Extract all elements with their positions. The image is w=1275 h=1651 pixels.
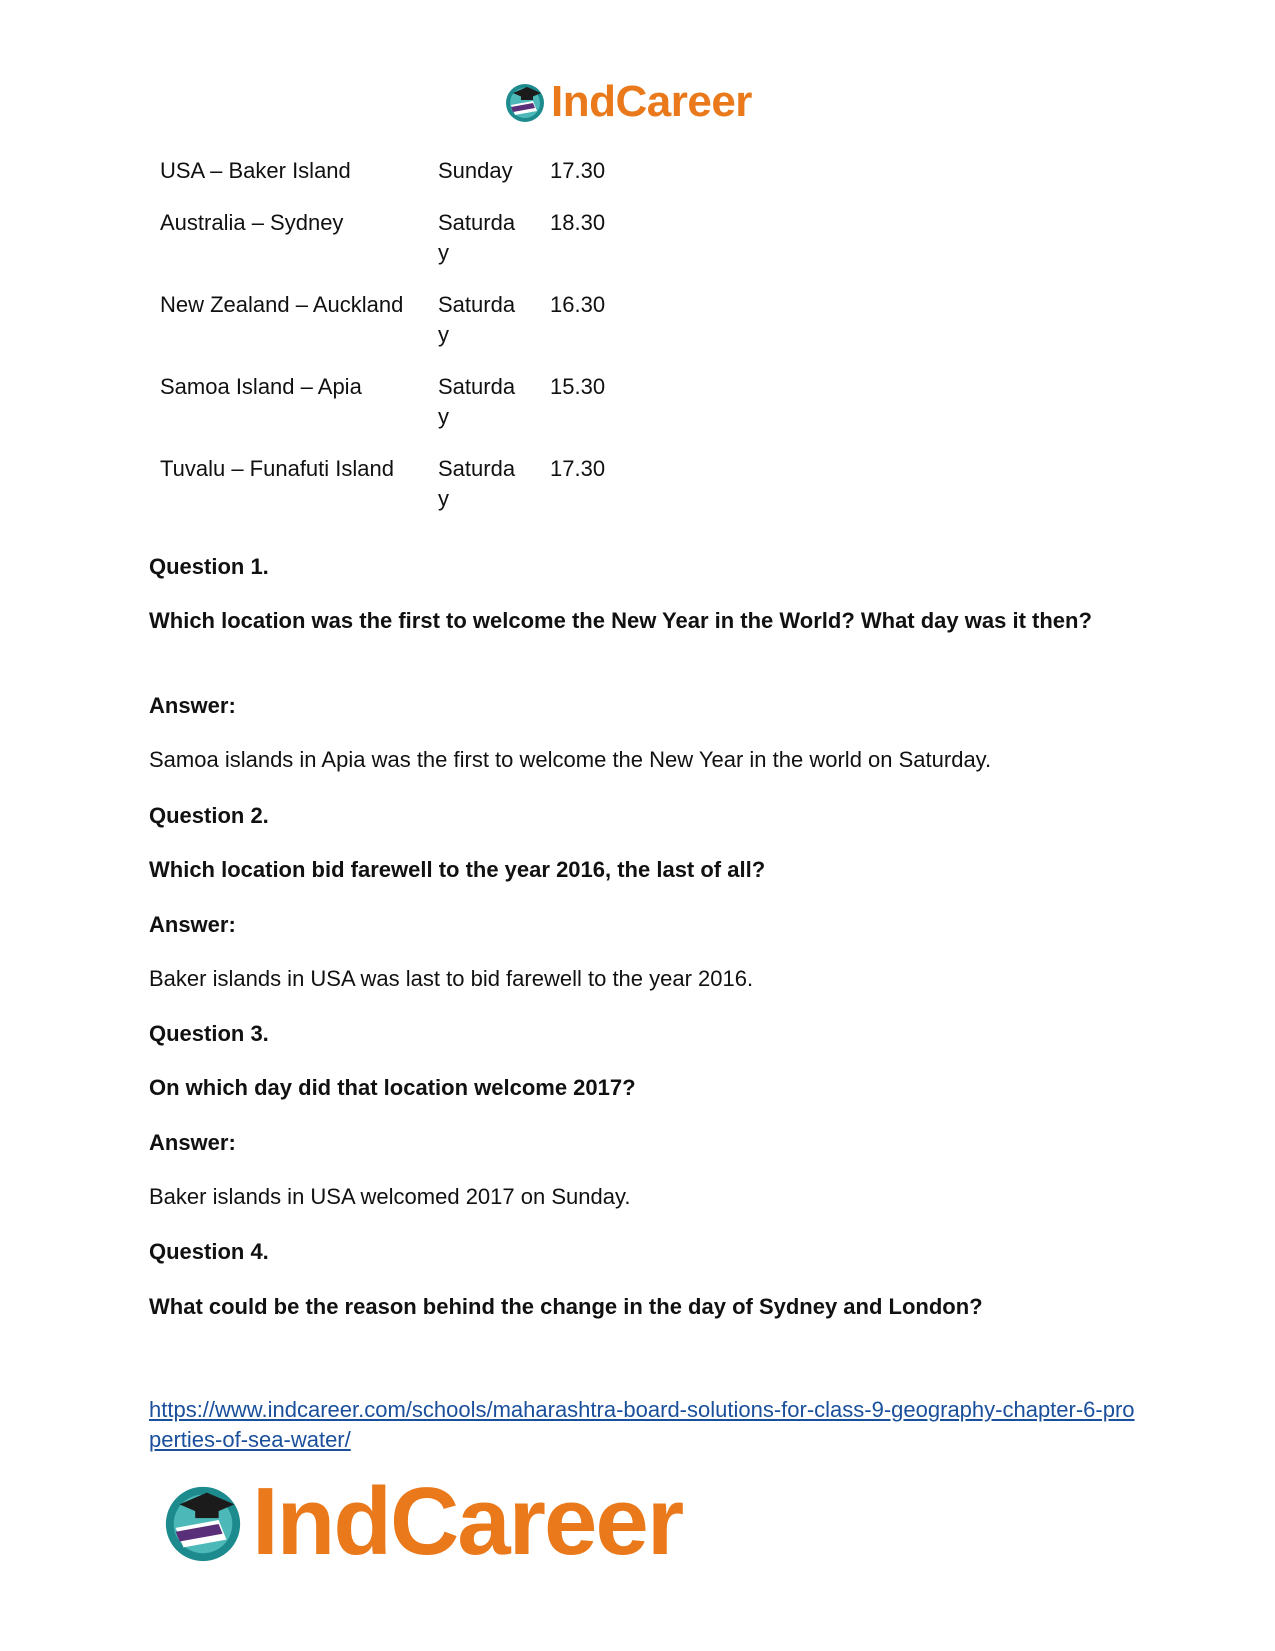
footer-logo (160, 1468, 683, 1575)
time-cell: 16.30 (550, 292, 606, 317)
question-label: Question 4. (149, 1239, 269, 1264)
answer-label: Answer: (149, 693, 236, 718)
answer-label: Answer: (149, 1130, 236, 1155)
location-cell: USA – Baker Island (160, 158, 351, 183)
logo-wordmark: IndCareer (551, 77, 752, 126)
answer-text: Samoa islands in Apia was the first to welcome the New Year in the world on Saturday. (149, 747, 992, 772)
question-text: Which location was the first to welcome the New Year in the World? What day was it then? (149, 608, 1092, 633)
question-label: Question 3. (149, 1021, 269, 1046)
day-cell: Sunday (438, 158, 513, 183)
location-cell: New Zealand – Auckland (160, 292, 404, 317)
day-cell: Saturday (438, 456, 516, 511)
time-cell: 17.30 (550, 456, 606, 481)
day-cell: Saturday (438, 210, 516, 265)
day-cell: Saturday (438, 374, 516, 429)
location-cell: Australia – Sydney (160, 210, 344, 235)
question-text: On which day did that location welcome 2017? (149, 1075, 636, 1100)
answer-label: Answer: (149, 912, 236, 937)
location-cell: Samoa Island – Apia (160, 374, 362, 399)
question-label: Question 1. (149, 554, 269, 579)
source-link[interactable]: https://www.indcareer.com/schools/maharashtra-board-solutions-for-class-9-geography-chapter-6-properties-of-sea-water/ (149, 1397, 1135, 1452)
question-text: What could be the reason behind the change in the day of Sydney and London? (149, 1294, 983, 1319)
graduation-cap-book-icon (503, 81, 547, 123)
time-cell: 15.30 (550, 374, 606, 399)
header-logo (503, 77, 752, 126)
question-label: Question 2. (149, 803, 269, 828)
time-cell: 17.30 (550, 158, 606, 183)
graduation-cap-book-icon (160, 1480, 246, 1564)
day-cell: Saturday (438, 292, 516, 347)
location-cell: Tuvalu – Funafuti Island (160, 456, 394, 481)
time-cell: 18.30 (550, 210, 606, 235)
answer-text: Baker islands in USA welcomed 2017 on Sunday. (149, 1184, 631, 1209)
question-text: Which location bid farewell to the year 2016, the last of all? (149, 857, 766, 882)
answer-text: Baker islands in USA was last to bid farewell to the year 2016. (149, 966, 754, 991)
logo-wordmark: IndCareer (252, 1468, 683, 1575)
